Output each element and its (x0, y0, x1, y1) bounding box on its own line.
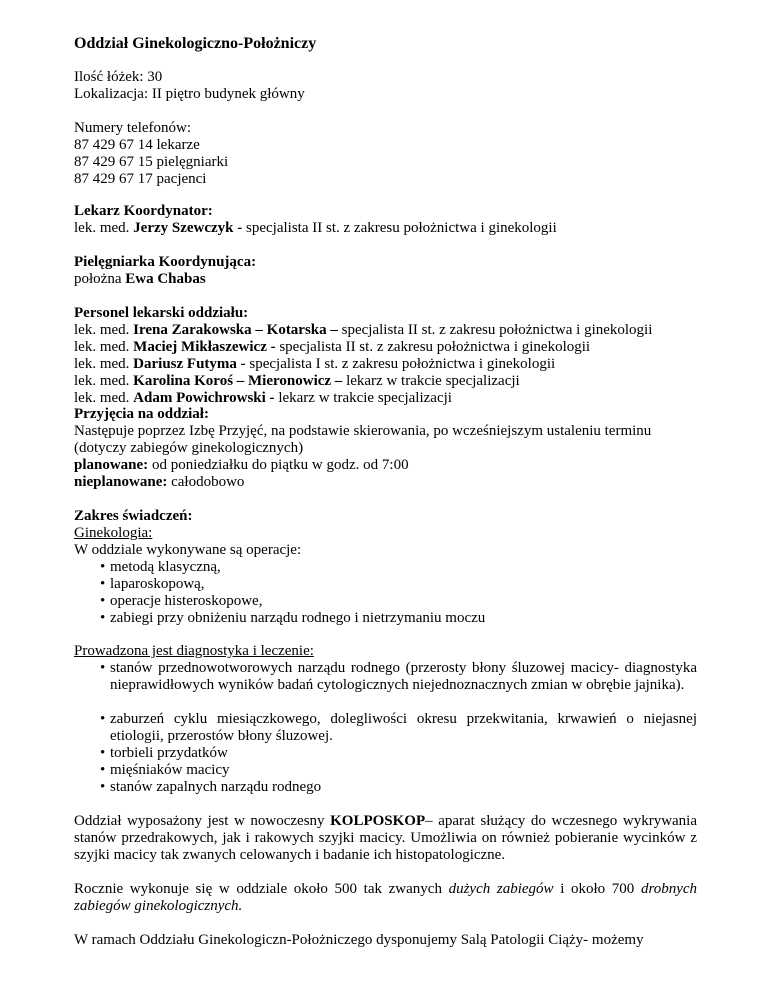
staff-row (74, 390, 697, 407)
diagnostics-list (74, 660, 697, 796)
list-item: • stanów zapalnych narządu rodnego (74, 779, 697, 796)
staff-prefix: lek. med. (74, 339, 130, 355)
phone-line: 87 429 67 14 lekarze (74, 137, 200, 153)
phone-section (74, 120, 697, 188)
nurse-prefix: położna (74, 271, 122, 287)
equipment-text-after: – aparat służący do wczesnego wykrywania stanów przedrakowych, jak i rakowych szyjki macicy. Umożliwia on również pobieranie wycinków z szyjki macicy tak zwanych celowanych i badanie ich histopatologiczne. (74, 813, 698, 863)
phone-line: 87 429 67 15 pielęgniarki (74, 154, 229, 170)
coordinator-desc: specjalista II st. z zakresu położnictwa i ginekologii (246, 220, 557, 236)
pathology-paragraph: W ramach Oddziału Ginekologiczn-Położniczego dysponujemy Salą Patologii Ciąży- możemy (74, 932, 644, 948)
staff-prefix: lek. med. (74, 390, 130, 406)
admission-text: Następuje poprzez Izbę Przyjęć, na podstawie skierowania, po wcześniejszym ustaleniu terminu (74, 423, 652, 439)
nurse-row (74, 271, 697, 288)
staff-prefix: lek. med. (74, 322, 130, 338)
staff-prefix: lek. med. (74, 356, 130, 372)
staff-name: Maciej Mikłaszewicz - (133, 339, 276, 355)
list-item: • zaburzeń cyklu miesiączkowego, dolegliwości okresu przekwitania, krwawień o niejasnej etiologii, przerostów błony śluzowej. (74, 711, 697, 745)
staff-desc: lekarz w trakcie specjalizacji (278, 390, 452, 406)
unplanned-text: całodobowo (171, 474, 245, 490)
diagnostics-section (74, 643, 697, 796)
list-item: • metodą klasyczną, (74, 559, 697, 576)
staff-desc: specjalista I st. z zakresu położnictwa i ginekologii (249, 356, 556, 372)
staff-name: Karolina Koroś – Mieronowicz – (133, 373, 343, 389)
gynecology-subheading: Ginekologia: (74, 525, 153, 541)
phone-heading: Numery telefonów: (74, 120, 192, 136)
staff-row (74, 339, 697, 356)
planned-label: planowane: (74, 457, 149, 473)
unplanned-label: nieplanowane: (74, 474, 168, 490)
staff-name: Dariusz Futyma - (133, 356, 246, 372)
planned-text: od poniedziałku do piątku w godz. od 7:00 (151, 457, 409, 473)
staff-row (74, 356, 697, 373)
page-title: Oddział Ginekologiczno-Położniczy (74, 35, 317, 52)
equipment-device: KOLPOSKOP (330, 813, 426, 829)
diagnostics-heading: Prowadzona jest diagnostyka i leczenie: (74, 643, 314, 659)
planned-row (74, 457, 697, 474)
equipment-paragraph (74, 813, 697, 864)
stats-minor: drobnych zabiegów ginekologicznych. (74, 881, 698, 914)
operations-intro: W oddziale wykonywane są operacje: (74, 542, 302, 558)
list-item: • operacje histeroskopowe, (74, 593, 697, 610)
stats-text-2: i około 700 (560, 881, 635, 897)
ward-location: Lokalizacja: II piętro budynek główny (74, 86, 305, 102)
list-item: • mięśniaków macicy (74, 762, 697, 779)
list-item: • zabiegi przy obniżeniu narządu rodnego i nietrzymaniu moczu (74, 610, 697, 627)
phone-line: 87 429 67 17 pacjenci (74, 171, 207, 187)
coordinator-row (74, 220, 697, 237)
staff-desc: specjalista II st. z zakresu położnictwa i ginekologii (341, 322, 653, 338)
staff-name: Adam Powichrowski - (133, 390, 275, 406)
services-heading: Zakres świadczeń: (74, 508, 193, 524)
equipment-text-before: Oddział wyposażony jest w nowoczesny (74, 813, 325, 829)
staff-name: Irena Zarakowska – Kotarska – (133, 322, 338, 338)
admission-note: (dotyczy zabiegów ginekologicznych) (74, 440, 304, 456)
coordinator-prefix: lek. med. (74, 220, 130, 236)
admission-heading: Przyjęcia na oddział: (74, 406, 209, 422)
coordinator-heading: Lekarz Koordynator: (74, 203, 213, 219)
coordinator-name: Jerzy Szewczyk - (133, 220, 243, 236)
stats-text-1: Rocznie wykonuje się w oddziale około 500 tak zwanych (74, 881, 442, 897)
coordinator-section (74, 203, 697, 237)
ward-info (74, 69, 697, 103)
services-section (74, 508, 697, 627)
nurse-name: Ewa Chabas (125, 271, 206, 287)
staff-section (74, 305, 697, 407)
staff-row (74, 322, 697, 339)
beds-count: Ilość łóżek: 30 (74, 69, 163, 85)
staff-heading: Personel lekarski oddziału: (74, 305, 249, 321)
staff-desc: lekarz w trakcie specjalizacji (346, 373, 520, 389)
admission-section (74, 406, 697, 491)
stats-paragraph (74, 881, 697, 915)
staff-prefix: lek. med. (74, 373, 130, 389)
nurse-heading: Pielęgniarka Koordynująca: (74, 254, 257, 270)
list-item: • stanów przednowotworowych narządu rodnego (przerosty błony śluzowej macicy- diagnostyka nieprawidłowych wyników badań cytologicznych niejednoznacznych zmian w obrębie jajnika). (74, 660, 697, 711)
operations-list (74, 559, 697, 627)
list-item: • torbieli przydatków (74, 745, 697, 762)
unplanned-row (74, 474, 697, 491)
list-item: • laparoskopową, (74, 576, 697, 593)
staff-desc: specjalista II st. z zakresu położnictwa i ginekologii (279, 339, 591, 355)
stats-major: dużych zabiegów (448, 881, 554, 897)
staff-row (74, 373, 697, 390)
nurse-section (74, 254, 697, 288)
